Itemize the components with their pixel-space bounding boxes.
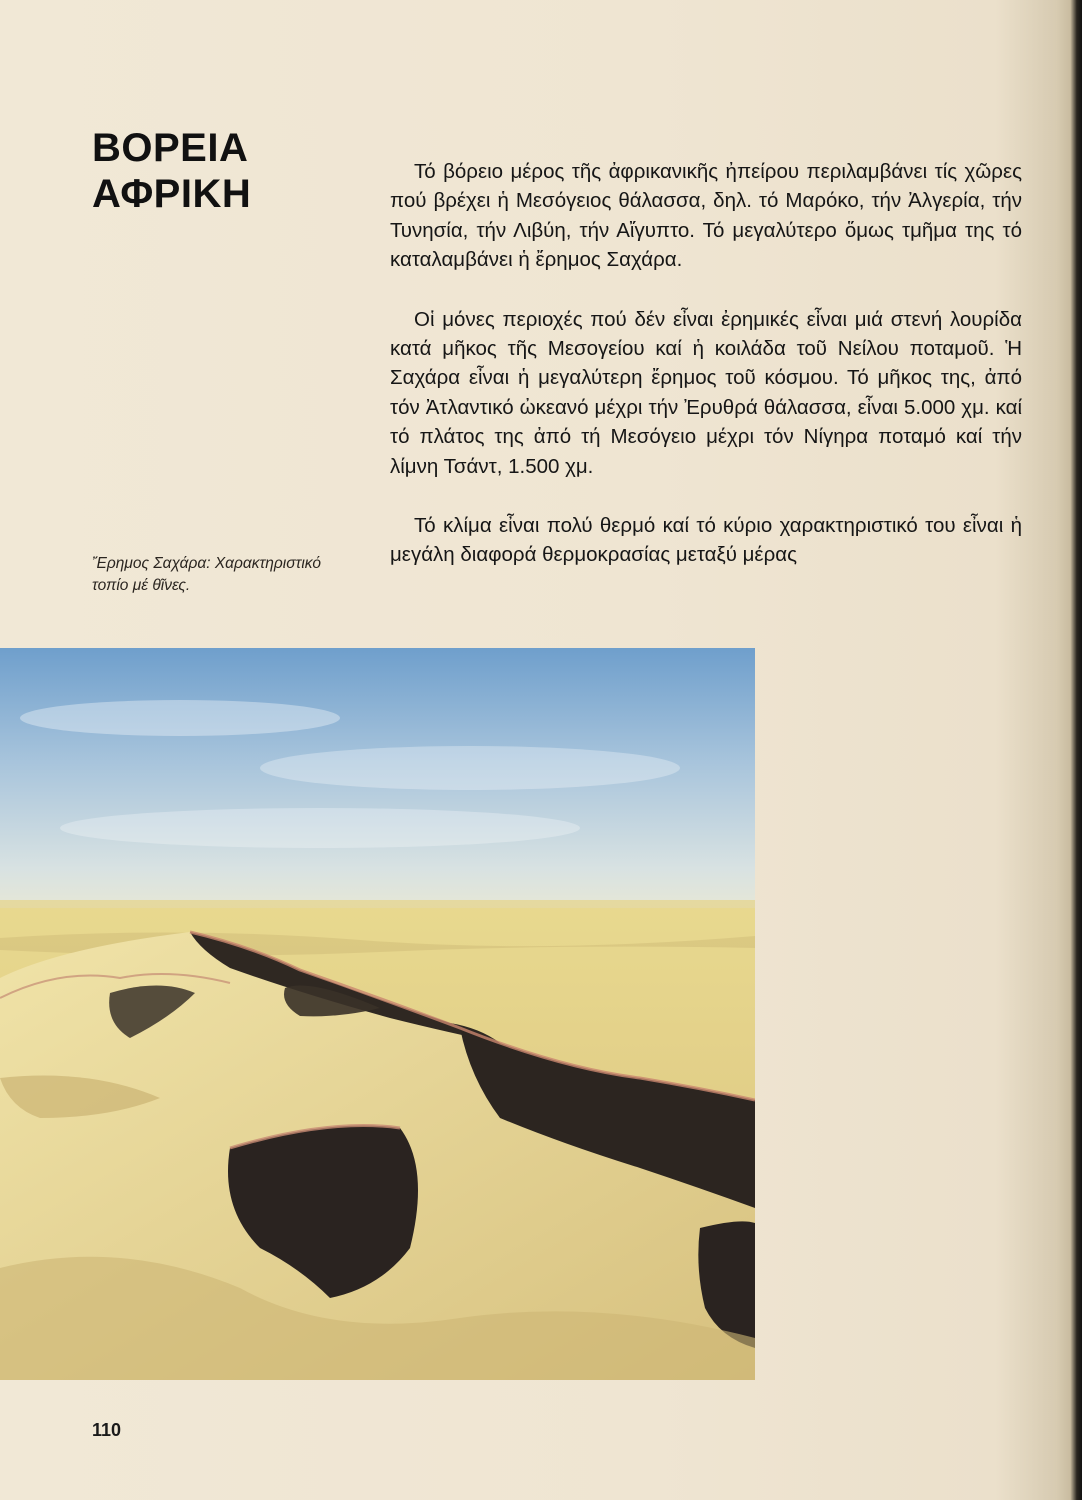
book-spine-edge — [1056, 0, 1082, 1500]
photo-caption: Ἔρημος Σαχάρα: Χαρακτηριστικό τοπίο μέ θῖνες. — [92, 555, 321, 594]
sahara-dunes-photo — [0, 648, 755, 1380]
body-text-column — [390, 157, 1022, 600]
heading-line-2: ΑΦΡΙΚΗ — [92, 171, 252, 216]
page-heading — [92, 125, 352, 217]
paragraph-3: Τό κλίμα εἶναι πολύ θερμό καί τό κύριο χαρακτηριστικό του εἶναι ἡ μεγάλη διαφορά θερμοκρασίας μεταξύ μέρας — [390, 514, 1022, 567]
heading-line-1: ΒΟΡΕΙΑ — [92, 125, 249, 170]
page-number: 110 — [92, 1420, 122, 1440]
paragraph-1: Τό βόρειο μέρος τῆς ἀφρικανικῆς ἠπείρου περιλαμβάνει τίς χῶρες πού βρέχει ἡ Μεσόγειος θάλασσα, δηλ. τό Μαρόκο, τήν Ἀλγερία, τήν Τυνησία, τήν Λιβύη, τήν Αἴγυπτο. Τό μεγαλύτερο ὅμως τμῆμα της τό καταλαμβάνει ἡ ἔρημος Σαχάρα. — [390, 160, 1022, 272]
paragraph-2: Οἱ μόνες περιοχές πού δέν εἶναι ἐρημικές εἶναι μιά στενή λουρίδα κατά μῆκος τῆς Μεσογείου καί ἡ κοιλάδα τοῦ Νείλου ποταμοῦ. Ἡ Σαχάρα εἶναι ἡ μεγαλύτερη ἔρημος τοῦ κόσμου. Τό μῆκος της, ἀπό τόν Ἀτλαντικό ὠκεανό μέχρι τήν Ἐρυθρά θάλασσα, εἶναι 5.000 χμ. καί τό πλάτος της ἀπό τή Μεσόγειο μέχρι τόν Νίγηρα ποταμό καί τήν λίμνη Τσάντ, 1.500 χμ. — [390, 307, 1022, 478]
